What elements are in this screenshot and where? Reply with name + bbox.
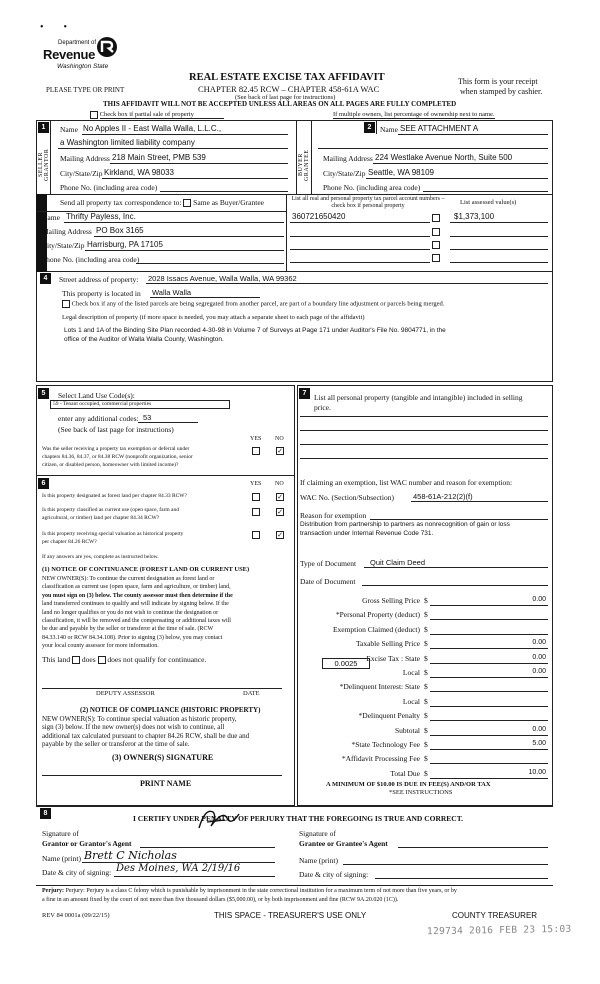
dollar-sign: $ — [424, 769, 428, 778]
deferral-no-checkbox[interactable]: ✓ — [277, 447, 283, 455]
revenue-wordmark: Revenue — [43, 47, 96, 62]
street-address-field[interactable]: 2028 Issacs Avenue, Walla Walla, WA 99362 — [148, 274, 297, 283]
seller-name-field-2[interactable]: a Washington limited liability company — [60, 138, 195, 147]
fee-row-label: *Delinquent Penalty — [358, 711, 420, 720]
fee-row-value[interactable]: 0.00 — [532, 654, 546, 661]
current-use-question-2: agricultural, or timber) land per chapter 84.34 RCW? — [42, 515, 160, 521]
doc-type-field[interactable]: Quit Claim Deed — [370, 558, 426, 567]
grantor-signature-label: Signature of — [42, 829, 79, 838]
parcel-number-field[interactable]: 360721650420 — [292, 212, 346, 221]
please-type-label: PLEASE TYPE OR PRINT — [46, 86, 125, 94]
not-accepted-warning: THIS AFFIDAVIT WILL NOT BE ACCEPTED UNLESS ALL AREAS ON ALL PAGES ARE FULLY COMPLETED — [103, 100, 457, 108]
exemption-label: If claiming an exemption, list WAC number and reason for exemption: — [300, 478, 513, 487]
fee-row-label: Exemption Claimed (deduct) — [332, 625, 420, 634]
tax-mailing-field[interactable]: PO Box 3165 — [96, 226, 144, 235]
buyer-city-field[interactable]: Seattle, WA 98109 — [368, 168, 434, 177]
grantor-agent-label: Grantor or Grantor's Agent — [42, 839, 132, 848]
partial-sale-checkbox[interactable] — [90, 111, 98, 119]
partial-sale-row — [90, 111, 224, 119]
yes-header-5: YES — [250, 436, 262, 442]
if-yes-instruction: If any answers are yes, complete as instructed below. — [42, 554, 159, 560]
personal-property-checkbox-1[interactable] — [432, 214, 440, 222]
doc-date-label: Date of Document — [300, 577, 356, 586]
fee-row-value[interactable]: 10.00 — [528, 769, 546, 776]
deferral-question-3: citizen, or disabled person, homeowner with limited income)? — [42, 462, 179, 468]
same-as-buyer-label: Same as Buyer/Grantee — [193, 198, 264, 207]
land-use-instructions: (See back of last page for instructions) — [58, 425, 174, 434]
yes-header-6: YES — [250, 481, 262, 487]
dollar-sign: $ — [424, 711, 428, 720]
seller-side-label: SELLER GRANTOR — [38, 148, 50, 182]
certify-statement: I CERTIFY UNDER PENALTY OF PERJURY THAT THE FOREGOING IS TRUE AND CORRECT. — [133, 814, 464, 823]
tax-phone-label: Phone No. (including area code) — [42, 255, 140, 264]
personal-property-label-2: price. — [314, 403, 331, 412]
historic-yes-checkbox[interactable] — [252, 531, 260, 539]
located-in-field[interactable]: Walla Walla — [152, 288, 192, 297]
legal-description-line-2[interactable]: office of the Auditor of Walla Walla County, Washington. — [64, 336, 224, 343]
print-name-label: PRINT NAME — [140, 779, 192, 788]
dollar-sign: $ — [424, 726, 428, 735]
current-use-no-checkbox[interactable]: ✓ — [277, 508, 283, 516]
no-header-5: NO — [275, 436, 284, 442]
fee-row-label: Local — [402, 697, 420, 706]
dollar-sign: $ — [424, 697, 428, 706]
section-7-number: 7 — [299, 388, 310, 399]
legal-description-label: Legal description of property (if more space is needed, you may attach a separate sheet to each page of the affidavit) — [62, 314, 365, 321]
this-land-label: This land — [42, 655, 71, 664]
send-correspondence-row — [60, 198, 264, 207]
wac-field[interactable]: 458-61A-212(2)(f) — [413, 492, 473, 501]
fee-row-label: *Affidavit Processing Fee — [341, 754, 420, 763]
historic-no-checkbox[interactable]: ✓ — [277, 531, 283, 539]
seller-mailing-label: Mailing Address — [60, 154, 110, 163]
section-6-number: 6 — [38, 478, 49, 489]
fee-row-value[interactable]: 0.00 — [532, 639, 546, 646]
additional-codes-field[interactable]: 53 — [143, 413, 152, 422]
tax-mailing-label: Mailing Address — [42, 227, 92, 236]
revenue-logo-icon — [96, 36, 118, 58]
buyer-name-field[interactable]: SEE ATTACHMENT A — [400, 124, 479, 133]
forest-no-checkbox[interactable]: ✓ — [277, 493, 283, 501]
historic-question-2: per chapter 84.26 RCW? — [42, 539, 97, 545]
historic-question-1: Is this property receiving special valuation as historical property — [42, 531, 184, 537]
grantee-signature-label: Signature of — [299, 829, 336, 838]
notice-compliance-title: (2) NOTICE OF COMPLIANCE (HISTORIC PROPERTY) — [80, 706, 261, 714]
buyer-mailing-label: Mailing Address — [323, 154, 373, 163]
doc-type-label: Type of Document — [300, 559, 357, 568]
fee-row-value[interactable]: 0.00 — [532, 668, 546, 675]
tax-name-label: Name — [42, 213, 60, 222]
seller-name-field[interactable]: No Apples II - East Walla Walla, L.L.C., — [83, 124, 222, 133]
fee-row-label: *Delinquent Interest: State — [339, 682, 420, 691]
does-checkbox[interactable] — [72, 656, 80, 664]
partial-sale-label: Check box if partial sale of property — [100, 111, 224, 119]
seller-left-rule — [50, 120, 51, 194]
grantee-agent-label: Grantee or Grantee's Agent — [299, 839, 388, 848]
street-address-label: Street address of property: — [59, 275, 139, 284]
deputy-date-label: DATE — [243, 690, 260, 697]
local-rate-field[interactable]: 0.0025 — [322, 658, 370, 669]
treasurer-space-label: THIS SPACE - TREASURER'S USE ONLY — [214, 911, 367, 920]
fee-row-label: Local — [402, 668, 420, 677]
segregated-label: Check box if any of the listed parcels are being segregated from another parcel, are part of a boundary line adjustment or parcels being merged. — [71, 300, 445, 308]
does-label: does — [81, 655, 96, 664]
see-back-label: (See back of last page for instructions) — [235, 94, 336, 101]
buyer-side-label: BUYER GRANTEE — [298, 149, 310, 181]
section-2-number: 2 — [364, 122, 375, 133]
grantor-date-city-label: Date & city of signing: — [42, 868, 112, 877]
dollar-sign: $ — [424, 625, 428, 634]
seller-mailing-field[interactable]: 218 Main Street, PMB 539 — [112, 153, 206, 162]
minimum-due-note: A MINIMUM OF $10.00 IS DUE IN FEE(S) AND/OR TAX — [326, 781, 491, 788]
personal-property-label-1: List all personal property (tangible and intangible) included in selling — [314, 393, 523, 402]
reason-line-2[interactable]: transaction under Internal Revenue Code 731. — [300, 530, 434, 537]
grantor-name-print-label: Name (print) — [42, 854, 81, 863]
same-as-buyer-checkbox[interactable] — [183, 199, 191, 207]
grantor-date-city-field[interactable]: Des Moines, WA 2/19/16 — [116, 863, 241, 874]
fee-row-label: Gross Selling Price — [362, 596, 420, 605]
legal-description-line-1[interactable]: Lots 1 and 1A of the Binding Site Plan recorded 4-30-98 in Volume 7 of Surveys at Page 171 under Auditor's File No. 9804771, in the — [64, 327, 446, 334]
no-header-6: NO — [275, 481, 284, 487]
qualify-label: qualify for continuance. — [134, 655, 207, 664]
fee-row-value[interactable]: 0.00 — [532, 596, 546, 603]
top-dots: • • — [40, 22, 68, 33]
does-not-label: does not — [107, 655, 133, 664]
land-use-label: Select Land Use Code(s): — [58, 391, 135, 400]
seller-name-label: Name — [60, 125, 78, 134]
grantor-name-print-field[interactable]: Brett C Nicholas — [84, 849, 177, 862]
wac-label: WAC No. (Section/Subsection) — [300, 493, 394, 502]
buyer-mailing-field[interactable]: 224 Westlake Avenue North, Suite 500 — [375, 153, 513, 162]
land-use-select[interactable]: 59 - Tenant occupied, commercial properties — [50, 400, 230, 409]
seller-city-field[interactable]: Kirkland, WA 98033 — [104, 168, 174, 177]
deputy-assessor-label: DEPUTY ASSESSOR — [96, 690, 155, 697]
receipt-note-2: when stamped by cashier. — [460, 87, 543, 96]
fee-row-label: Total Due — [390, 769, 420, 778]
fee-row-label: Taxable Selling Price — [355, 639, 420, 648]
reason-line-1[interactable]: Distribution from partnership to partners as nonrecognition of gain or loss — [300, 521, 510, 528]
multiple-owners-note: If multiple owners, list percentage of ownership next to name. — [333, 111, 495, 118]
tax-city-label: City/State/Zip — [42, 241, 85, 250]
dollar-sign: $ — [424, 754, 428, 763]
buyer-name-label: Name — [380, 125, 398, 134]
section-4-number: 4 — [40, 273, 51, 284]
dollar-sign: $ — [424, 668, 428, 677]
fee-row-value[interactable]: 0.00 — [532, 726, 546, 733]
deferral-question-1: Was the seller receiving a property tax exemption or deferral under — [42, 446, 190, 452]
dollar-sign: $ — [424, 639, 428, 648]
personal-property-checkbox-4[interactable] — [432, 254, 440, 262]
dollar-sign: $ — [424, 596, 428, 605]
fee-row-label: Subtotal — [394, 726, 420, 735]
continuance-row — [42, 655, 206, 664]
forest-land-question: Is this property designated as forest land per chapter 84.33 RCW? — [42, 493, 187, 499]
current-use-yes-checkbox[interactable] — [252, 508, 260, 516]
grantor-signature-icon — [195, 806, 245, 832]
current-use-question-1: Is this property classified as current use (open space, farm and — [42, 507, 179, 513]
form-revision: REV 84 0001a (09/22/15) — [42, 912, 110, 919]
tax-city-field[interactable]: Harrisburg, PA 17105 — [87, 240, 163, 249]
parties-divider — [296, 120, 297, 194]
owner-signature-label: (3) OWNER(S) SIGNATURE — [112, 753, 214, 762]
does-not-checkbox[interactable] — [98, 656, 106, 664]
seller-city-label: City/State/Zip — [60, 169, 103, 178]
section-1-number: 1 — [38, 122, 49, 133]
deferral-question-2: chapters 84.36, 84.37, or 84.38 RCW (nonprofit organization, senior — [42, 454, 193, 460]
state-label: Washington State — [57, 63, 109, 70]
notice-continuance-text: NEW OWNER(S): To continue the current designation as forest land or classification as current use (open space, farm and agriculture, or timber) land, you must sign on (3) below. The county assessor must then determine if the land transferred continues to qualify and will indicate by signing below. If the land no longer qualifies or you do not wish to continue the designation or classification, it will be removed and the compensating or additional taxes will be due and payable by the seller or transferor at the time of sale. (RCW 84.33.140 or RCW 84.34.108). Prior to signing (3) below, you may contact your local county assessor for more information. — [42, 576, 233, 650]
additional-codes-label: enter any additional codes: — [58, 414, 139, 423]
notice-continuance-title: (1) NOTICE OF CONTINUANCE (FOREST LAND OR CURRENT USE) — [42, 566, 250, 573]
deferral-yes-checkbox[interactable] — [252, 447, 260, 455]
dollar-sign: $ — [424, 610, 428, 619]
located-in-label: This property is located in — [62, 289, 141, 298]
seller-phone-label: Phone No. (including area code) — [60, 183, 158, 192]
notice-compliance-text: NEW OWNER(S): To continue special valuation as historic property, sign (3) below. If the new owner(s) does not wish to continue, all additional tax calculated pursuant to chapter 84.26 RCW, shall be due and payable by the seller or transferor at the time of sale. — [42, 715, 250, 748]
section-5-number: 5 — [38, 388, 49, 399]
segregated-row — [62, 300, 444, 308]
reason-label: Reason for exemption — [300, 511, 367, 520]
dollar-sign: $ — [424, 740, 428, 749]
buyer-left-rule — [311, 120, 312, 194]
personal-property-checkbox-3[interactable] — [432, 241, 440, 249]
personal-property-checkbox-2[interactable] — [432, 228, 440, 236]
fee-row-label: Excise Tax : State — [366, 654, 420, 663]
buyer-city-label: City/State/Zip — [323, 169, 366, 178]
see-instructions-note: *SEE INSTRUCTIONS — [389, 789, 453, 796]
fee-row-label: *State Technology Fee — [351, 740, 420, 749]
section-8-number: 8 — [40, 808, 51, 819]
county-treasurer-label: COUNTY TREASURER — [452, 911, 538, 920]
form-chapter: CHAPTER 82.45 RCW – CHAPTER 458-61A WAC — [198, 84, 380, 94]
assessed-value-field[interactable]: $1,373,100 — [454, 212, 495, 221]
fee-row-label: *Personal Property (deduct) — [335, 610, 420, 619]
dollar-sign: $ — [424, 654, 428, 663]
receipt-note-1: This form is your receipt — [458, 77, 538, 86]
perjury-line-1: Perjury: Perjury: Perjury is a class C felony which is punishable by imprisonment in the state correctional institution for a maximum term of not more than five years, or by — [42, 888, 457, 894]
grantee-name-print-label: Name (print) — [299, 856, 338, 865]
received-stamp: 129734 2016 FEB 23 15:03 — [426, 923, 572, 938]
dollar-sign: $ — [424, 682, 428, 691]
perjury-line-2: a fine in an amount fixed by the court of not more than five thousand dollars ($5,000.00), or by both imprisonment and fine (RCW 9A.20.020 (1C)). — [42, 897, 399, 903]
tax-name-field[interactable]: Thrifty Payless, Inc. — [66, 212, 136, 221]
forest-yes-checkbox[interactable] — [252, 493, 260, 501]
buyer-phone-label: Phone No. (including area code) — [323, 183, 421, 192]
send-correspondence-label: Send all property tax correspondence to: — [60, 198, 182, 207]
fee-row-value[interactable]: 5.00 — [532, 740, 546, 747]
form-title: REAL ESTATE EXCISE TAX AFFIDAVIT — [189, 72, 385, 83]
parcel-header: List all real and personal property tax parcel account numbers – check box if personal property — [291, 196, 445, 209]
assessed-header: List assessed value(s) — [460, 199, 517, 206]
grantee-date-city-label: Date & city of signing: — [299, 870, 369, 879]
dept-label: Department of — [58, 40, 97, 46]
segregated-checkbox[interactable] — [62, 300, 70, 308]
